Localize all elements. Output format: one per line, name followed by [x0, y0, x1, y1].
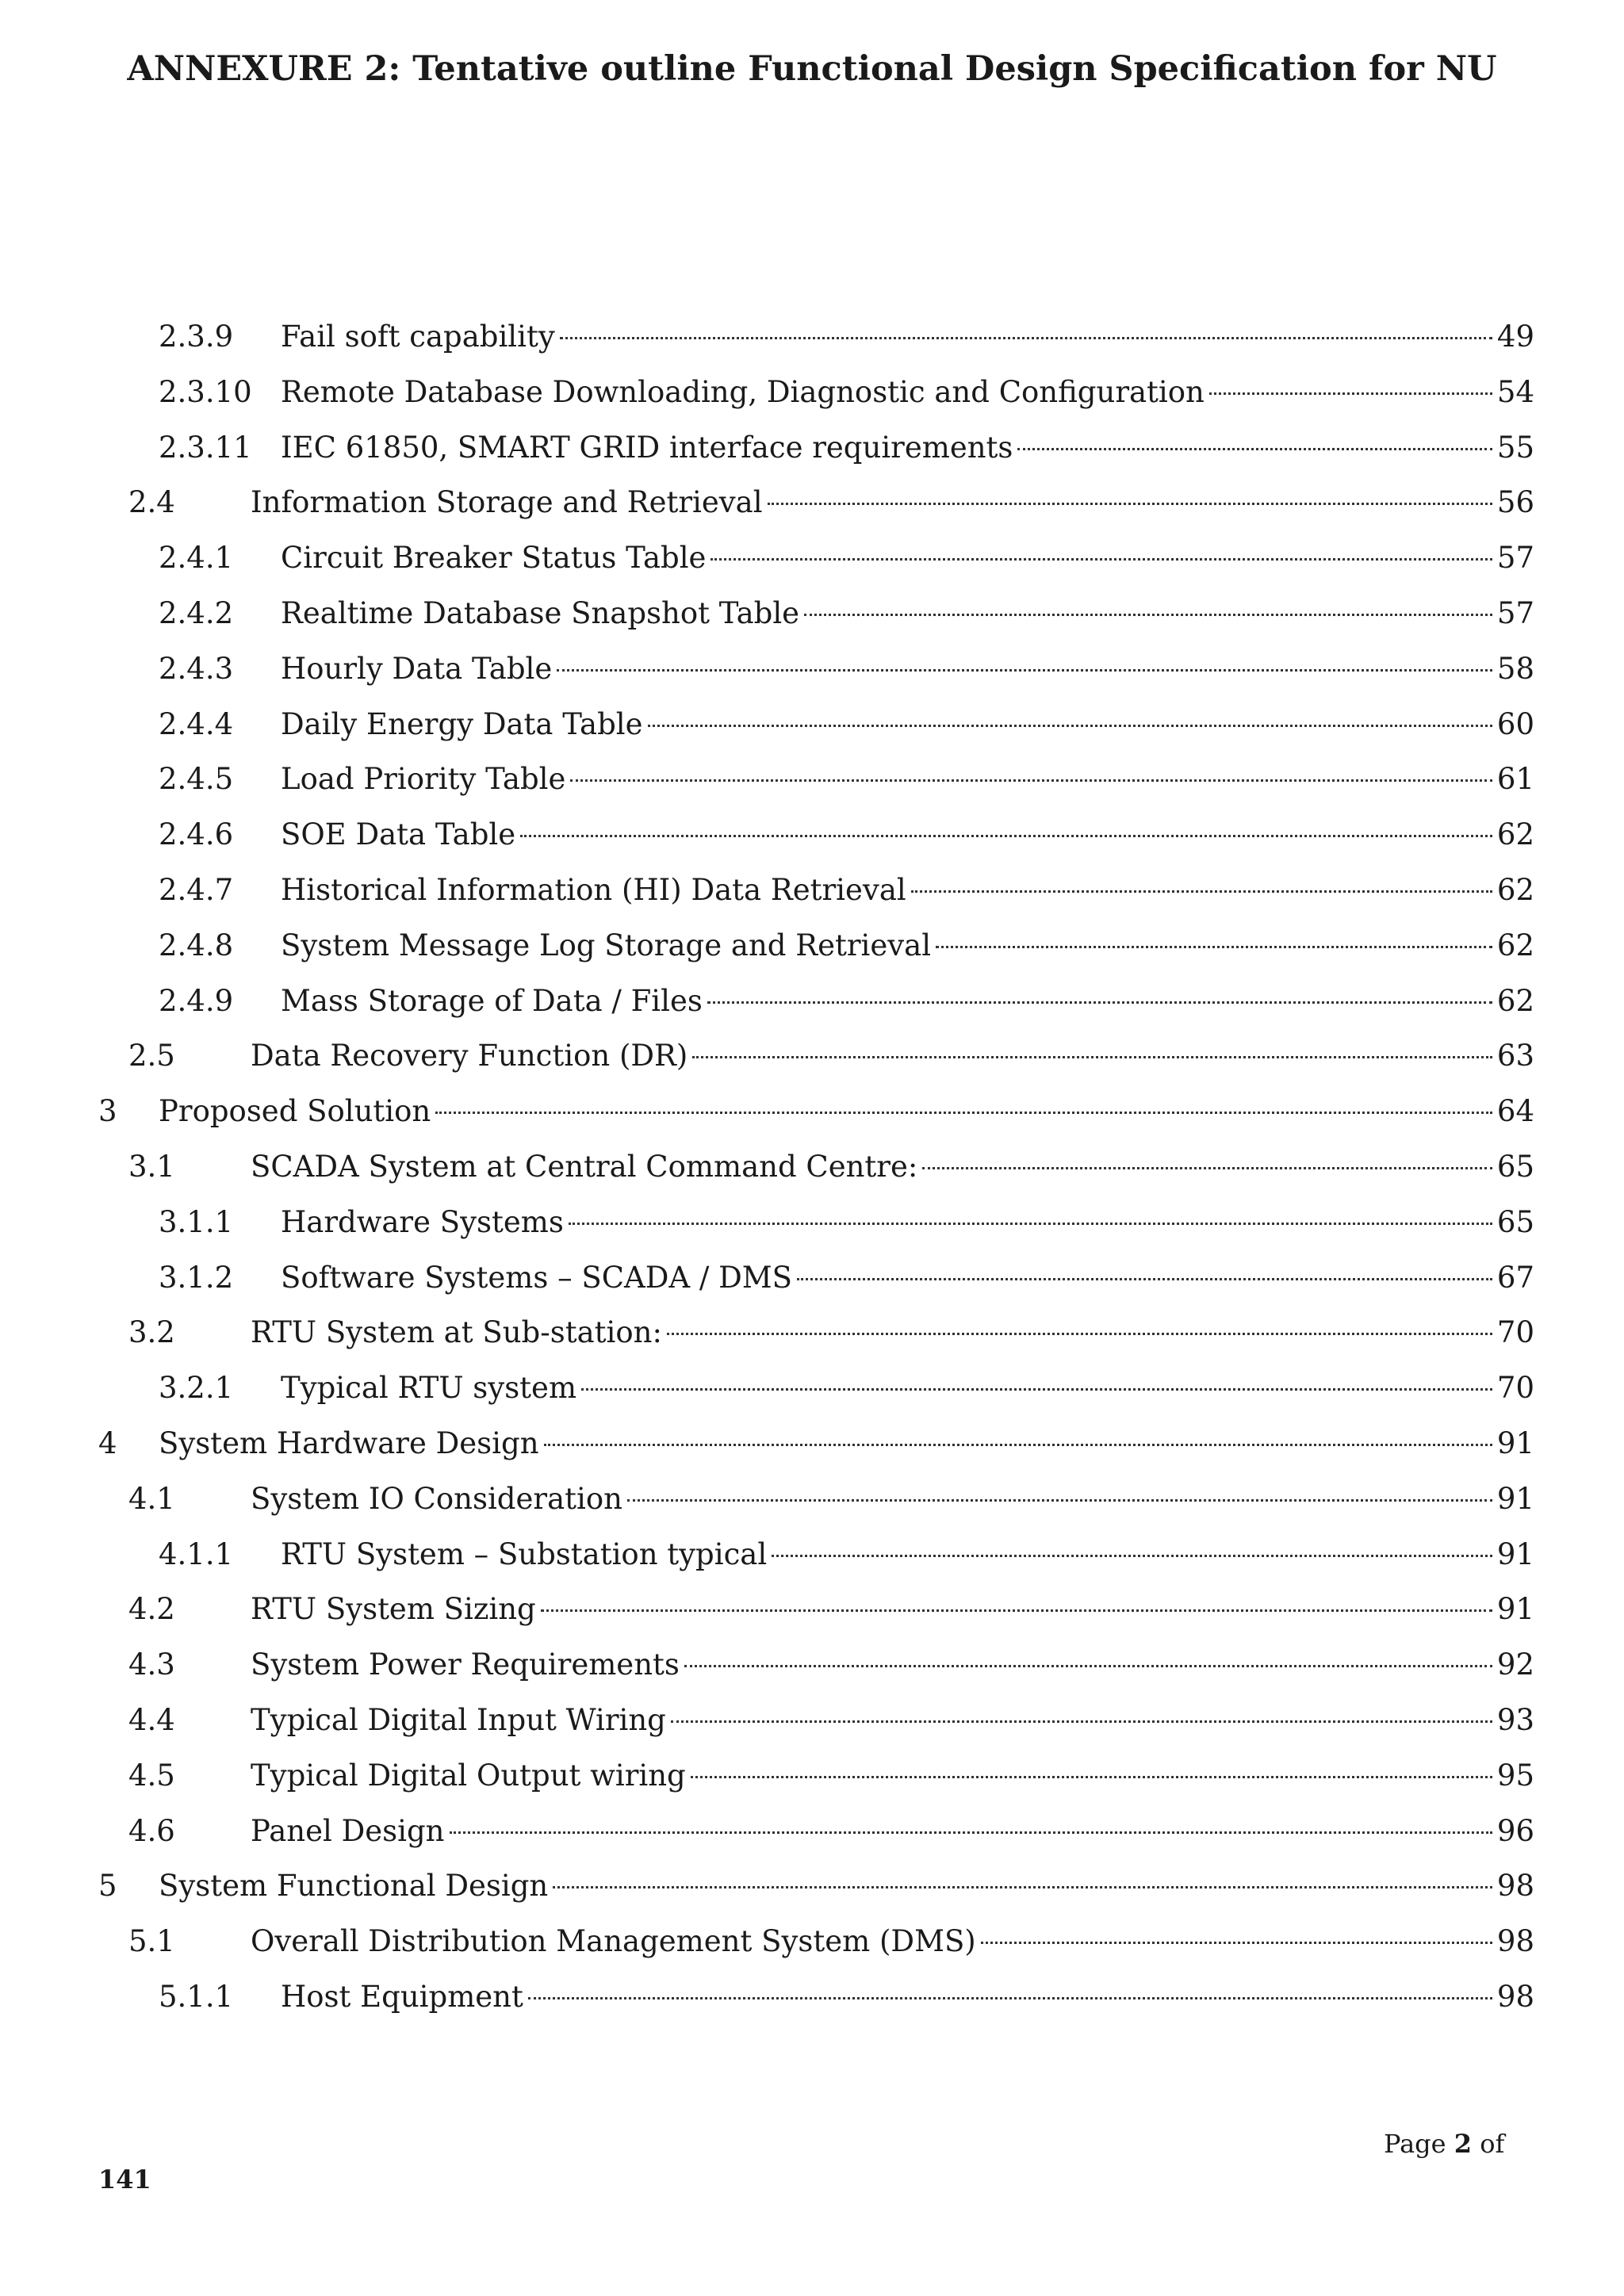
toc-entry[interactable]	[128, 1814, 1534, 1869]
toc-entry[interactable]	[128, 1150, 1534, 1205]
toc-entry-page: 64	[1496, 1094, 1534, 1129]
toc-entry-number: 2.4	[128, 485, 175, 520]
toc-entry-title: IEC 61850, SMART GRID interface requirements	[281, 430, 1013, 465]
toc-entry-page: 91	[1496, 1592, 1534, 1627]
toc-dot-leader	[450, 1831, 1492, 1834]
toc-entry-title: Software Systems – SCADA / DMS	[281, 1260, 793, 1295]
toc-dot-leader	[797, 1278, 1492, 1280]
toc-dot-leader	[671, 1720, 1492, 1723]
toc-dot-leader	[648, 725, 1492, 727]
toc-entry[interactable]	[159, 873, 1534, 928]
toc-entry-page: 98	[1496, 1869, 1534, 1904]
toc-entry[interactable]	[159, 541, 1534, 596]
toc-entry-number: 2.4.4	[159, 706, 234, 741]
toc-entry-page: 55	[1496, 430, 1534, 465]
toc-entry-title: Hardware Systems	[281, 1204, 564, 1239]
toc-entry-page: 70	[1496, 1315, 1534, 1350]
toc-entry[interactable]	[159, 430, 1534, 486]
toc-entry-number: 5.1.1	[159, 1980, 234, 2014]
toc-dot-leader	[560, 337, 1492, 339]
toc-entry[interactable]	[159, 1261, 1534, 1316]
toc-entry-page: 91	[1496, 1426, 1534, 1460]
footer-page-label	[1384, 2129, 1504, 2159]
toc-entry-page: 57	[1496, 541, 1534, 576]
toc-entry[interactable]	[128, 1924, 1534, 1980]
toc-entry-page: 92	[1496, 1647, 1534, 1682]
toc-entry-number: 4.4	[128, 1703, 175, 1737]
toc-entry-number: 3.1.1	[159, 1204, 234, 1239]
footer-page-suffix: of	[1472, 2129, 1505, 2159]
toc-entry[interactable]	[128, 1647, 1534, 1703]
toc-entry[interactable]	[159, 984, 1534, 1039]
toc-entry[interactable]	[159, 1371, 1534, 1426]
toc-entry-title: Remote Database Downloading, Diagnostic and Configuration	[281, 374, 1205, 409]
footer-page-number: 2	[1454, 2129, 1473, 2159]
toc-entry[interactable]	[159, 1205, 1534, 1261]
toc-entry-number: 2.4.7	[159, 873, 234, 907]
toc-entry-page: 58	[1496, 651, 1534, 686]
toc-dot-leader	[1017, 448, 1492, 450]
toc-dot-leader	[936, 946, 1492, 948]
toc-entry[interactable]	[98, 1426, 1534, 1482]
toc-dot-leader	[684, 1665, 1492, 1667]
toc-entry[interactable]	[159, 1980, 1534, 2035]
toc-entry-title: Load Priority Table	[281, 762, 566, 797]
toc-entry-number: 2.4.3	[159, 651, 234, 686]
toc-entry[interactable]	[128, 1592, 1534, 1647]
toc-entry-number: 3	[98, 1094, 117, 1129]
toc-entry-number: 4.6	[128, 1813, 175, 1848]
toc-entry-number: 2.4.5	[159, 762, 234, 797]
toc-dot-leader	[981, 1942, 1492, 1944]
toc-entry-number: 4.2	[128, 1592, 175, 1627]
toc-entry-page: 65	[1496, 1150, 1534, 1184]
toc-entry-page: 61	[1496, 762, 1534, 797]
toc-entry[interactable]	[159, 928, 1534, 984]
toc-entry-page: 57	[1496, 596, 1534, 630]
toc-entry[interactable]	[98, 1094, 1534, 1150]
toc-dot-leader	[911, 890, 1492, 893]
toc-entry-page: 62	[1496, 928, 1534, 962]
toc-entry-title: Typical RTU system	[281, 1371, 577, 1406]
toc-entry-title: RTU System at Sub-station:	[251, 1315, 662, 1350]
toc-dot-leader	[557, 669, 1492, 672]
toc-entry[interactable]	[128, 1482, 1534, 1537]
toc-entry[interactable]	[98, 1869, 1534, 1924]
toc-entry[interactable]	[159, 1537, 1534, 1593]
toc-dot-leader	[520, 835, 1492, 837]
toc-dot-leader	[707, 1001, 1492, 1004]
toc-entry-page: 98	[1496, 1924, 1534, 1959]
toc-entry-page: 62	[1496, 817, 1534, 852]
toc-entry-title: System Power Requirements	[251, 1647, 680, 1682]
toc-entry-title: Fail soft capability	[281, 320, 555, 354]
toc-entry-number: 4.1.1	[159, 1536, 234, 1571]
toc-dot-leader	[710, 558, 1492, 561]
toc-entry-title: Typical Digital Input Wiring	[251, 1703, 666, 1737]
toc-entry-number: 5.1	[128, 1924, 175, 1959]
toc-dot-leader	[692, 1056, 1492, 1058]
toc-entry-number: 3.1.2	[159, 1260, 234, 1295]
toc-dot-leader	[528, 1997, 1492, 1999]
toc-entry-title: System Functional Design	[159, 1869, 549, 1904]
toc-entry-page: 60	[1496, 706, 1534, 741]
toc-entry-page: 70	[1496, 1371, 1534, 1406]
toc-entry-title: Data Recovery Function (DR)	[251, 1039, 688, 1073]
toc-entry-title: Typical Digital Output wiring	[251, 1758, 686, 1793]
toc-entry-page: 62	[1496, 873, 1534, 907]
toc-dot-leader	[922, 1167, 1492, 1169]
toc-entry-number: 4.1	[128, 1481, 175, 1516]
footer-total-pages: 141	[98, 2164, 151, 2195]
toc-entry-page: 96	[1496, 1813, 1534, 1848]
toc-dot-leader	[772, 1555, 1492, 1557]
toc-entry[interactable]	[128, 485, 1534, 541]
toc-dot-leader	[553, 1886, 1492, 1888]
toc-dot-leader	[1209, 392, 1492, 395]
toc-dot-leader	[544, 1444, 1492, 1446]
toc-entry[interactable]	[159, 375, 1534, 430]
toc-entry-title: Information Storage and Retrieval	[251, 485, 763, 520]
toc-entry-page: 91	[1496, 1536, 1534, 1571]
toc-entry-title: RTU System – Substation typical	[281, 1536, 768, 1571]
toc-entry-number: 4	[98, 1426, 117, 1460]
toc-entry[interactable]	[159, 596, 1534, 652]
toc-entry-title: System Message Log Storage and Retrieval	[281, 928, 932, 962]
toc-entry-title: Mass Storage of Data / Files	[281, 983, 703, 1018]
toc-entry-number: 4.5	[128, 1758, 175, 1793]
toc-entry-page: 56	[1496, 485, 1534, 520]
toc-entry-title: SCADA System at Central Command Centre:	[251, 1150, 918, 1184]
toc-entry-title: Circuit Breaker Status Table	[281, 541, 707, 576]
toc-entry-page: 98	[1496, 1980, 1534, 2014]
toc-dot-leader	[569, 1223, 1492, 1225]
toc-entry-title: Realtime Database Snapshot Table	[281, 596, 800, 630]
toc-entry-title: Proposed Solution	[159, 1094, 431, 1129]
toc-entry[interactable]	[159, 707, 1534, 763]
toc-entry[interactable]	[128, 1315, 1534, 1371]
toc-dot-leader	[768, 503, 1492, 505]
toc-entry-title: Host Equipment	[281, 1980, 523, 2014]
toc-entry-number: 2.3.10	[159, 374, 252, 409]
toc-entry-number: 2.4.2	[159, 596, 234, 630]
toc-dot-leader	[627, 1499, 1492, 1502]
toc-entry-title: Daily Energy Data Table	[281, 706, 643, 741]
toc-entry-page: 63	[1496, 1039, 1534, 1073]
toc-entry[interactable]	[128, 1758, 1534, 1814]
toc-entry-title: System Hardware Design	[159, 1426, 539, 1460]
page-title: ANNEXURE 2: Tentative outline Functional Design Specification for NU	[127, 49, 1497, 89]
toc-entry-number: 4.3	[128, 1647, 175, 1682]
toc-entry-number: 2.4.1	[159, 541, 234, 576]
toc-entry-title: Overall Distribution Management System (DMS)	[251, 1924, 976, 1959]
toc-entry-number: 2.3.9	[159, 320, 234, 354]
toc-dot-leader	[804, 614, 1492, 616]
toc-entry-page: 67	[1496, 1260, 1534, 1295]
toc-entry-page: 95	[1496, 1758, 1534, 1793]
toc-entry[interactable]	[159, 652, 1534, 707]
toc-entry-number: 5	[98, 1869, 117, 1904]
toc-entry-title: System IO Consideration	[251, 1481, 622, 1516]
toc-dot-leader	[541, 1609, 1492, 1612]
toc-entry-number: 3.1	[128, 1150, 175, 1184]
toc-dot-leader	[581, 1388, 1492, 1391]
toc-entry-title: Panel Design	[251, 1813, 445, 1848]
toc-entry[interactable]	[159, 762, 1534, 817]
toc-dot-leader	[435, 1112, 1492, 1114]
toc-entry-page: 54	[1496, 374, 1534, 409]
toc-entry-page: 93	[1496, 1703, 1534, 1737]
toc-entry-page: 91	[1496, 1481, 1534, 1516]
toc-entry-page: 65	[1496, 1204, 1534, 1239]
toc-entry-title: SOE Data Table	[281, 817, 516, 852]
toc-entry-page: 62	[1496, 983, 1534, 1018]
toc-entry-page: 49	[1496, 320, 1534, 354]
toc-entry[interactable]	[159, 817, 1534, 873]
toc-dot-leader	[667, 1333, 1492, 1335]
toc-dot-leader	[570, 779, 1492, 782]
toc-entry[interactable]	[128, 1703, 1534, 1758]
toc-entry-title: Hourly Data Table	[281, 651, 553, 686]
toc-entry-number: 3.2	[128, 1315, 175, 1350]
toc-entry-number: 2.3.11	[159, 430, 252, 465]
toc-entry[interactable]	[128, 1039, 1534, 1094]
toc-entry-number: 2.4.9	[159, 983, 234, 1018]
toc-entry-title: Historical Information (HI) Data Retrieval	[281, 873, 906, 907]
footer-page-prefix: Page	[1384, 2129, 1454, 2159]
toc-entry-number: 2.4.8	[159, 928, 234, 962]
toc-entry-title: RTU System Sizing	[251, 1592, 536, 1627]
toc-entry-number: 3.2.1	[159, 1371, 234, 1406]
toc-entry-number: 2.5	[128, 1039, 175, 1073]
toc-entry[interactable]	[159, 320, 1534, 375]
toc-entry-number: 2.4.6	[159, 817, 234, 852]
toc-dot-leader	[691, 1776, 1492, 1778]
